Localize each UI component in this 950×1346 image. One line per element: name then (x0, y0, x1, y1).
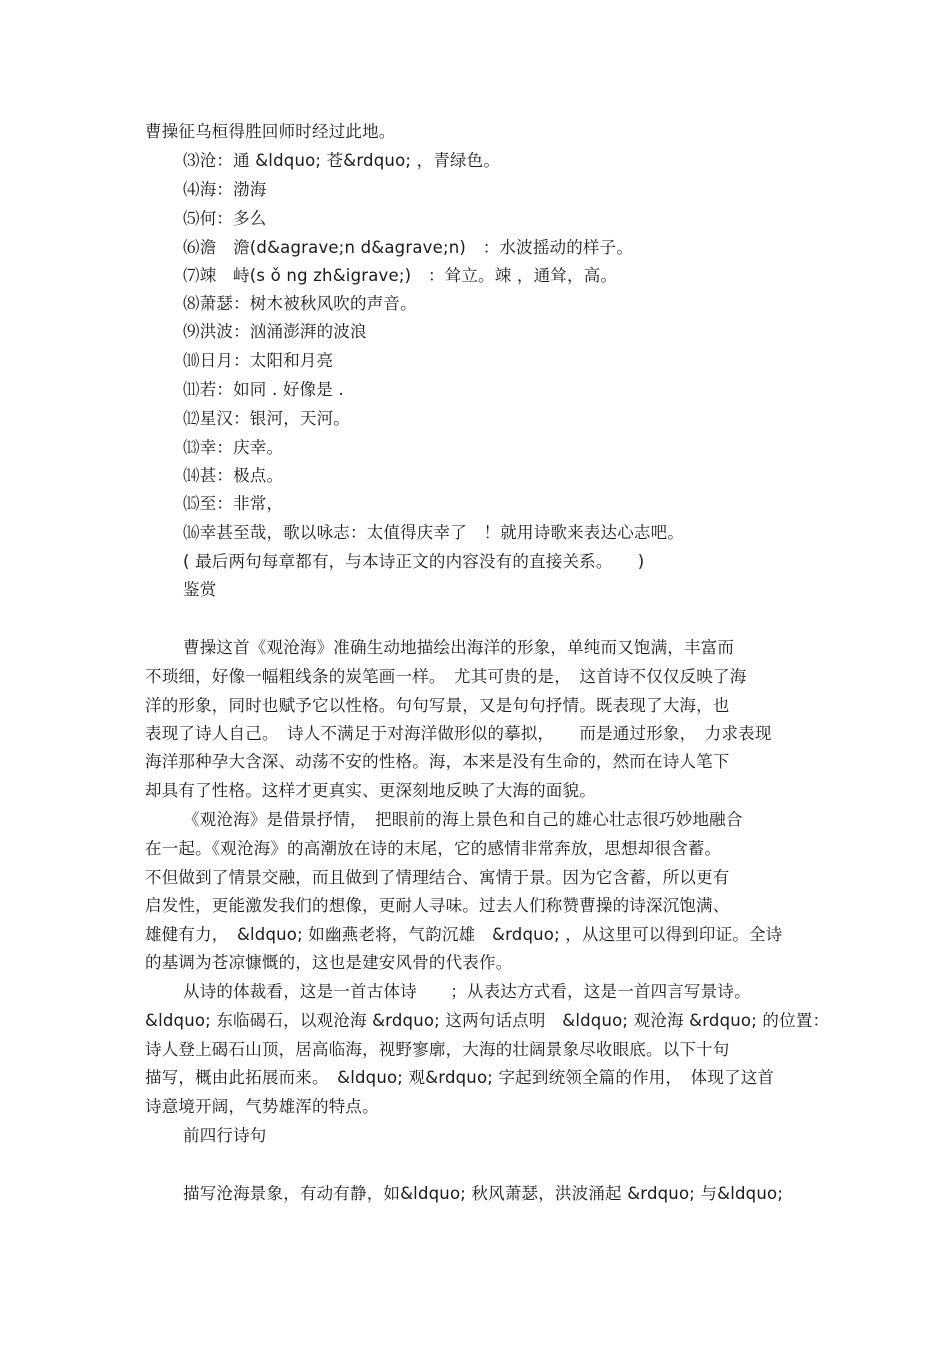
paragraph-line: 雄健有力， &ldquo; 如幽燕老将，气韵沉雄 &rdquo; ，从这里可以得到印证。全诗 (145, 925, 783, 944)
note-line: ⒂至：非常， (183, 494, 284, 513)
note-line: ⑺竦 峙(s ǒ ng zh&igrave;) ：耸立。竦 ，通耸，高。 (183, 266, 618, 285)
note-line: ⒃幸甚至哉，歌以咏志：太值得庆幸了 ！就用诗歌来表达心志吧。 (183, 523, 684, 542)
note-line: ⑻萧瑟：树木被秋风吹的声音。 (183, 294, 417, 313)
paragraph-line: 的基调为苍凉慷慨的，这也是建安风骨的代表作。 (145, 953, 513, 972)
paragraph-line: 启发性，更能激发我们的想像，更耐人寻味。过去人们称赞曹操的诗深沉饱满、 (145, 896, 730, 915)
note-line: ⑿星汉：银河，天河。 (183, 409, 350, 428)
paragraph-line: 表现了诗人自己。 诗人不满足于对海洋做形似的摹拟， 而是通过形象， 力求表现 (145, 724, 772, 743)
note-line: ⒀幸：庆幸。 (183, 438, 284, 457)
note-line: ⑷海：渤海 (183, 180, 267, 199)
paragraph-line: 不琐细，好像一幅粗线条的炭笔画一样。 尤其可贵的是， 这首诗不仅仅反映了海 (145, 667, 747, 686)
paragraph-line: 海洋那种孕大含深、动荡不安的性格。海，本来是没有生命的，然而在诗人笔下 (145, 752, 730, 771)
paragraph-line: 诗人登上碣石山顶，居高临海，视野寥廓，大海的壮阔景象尽收眼底。以下十句 (145, 1040, 730, 1059)
paragraph-line: 描写，概由此拓展而来。 &ldquo; 观&rdquo; 字起到统领全篇的作用， 体现了这首 (145, 1068, 775, 1087)
paragraph-line: &ldquo; 东临碣石，以观沧海 &rdquo; 这两句话点明 &ldquo; 观沧海 &rdquo; 的位置： (145, 1011, 830, 1030)
subheading: 前四行诗句 (183, 1126, 267, 1145)
paragraph-line: 从诗的体裁看，这是一首古体诗 ；从表达方式看，这是一首四言写景诗。 (183, 982, 751, 1001)
note-line: ⑽日月：太阳和月亮 (183, 351, 334, 370)
note-line: ⑸何：多么 (183, 209, 267, 228)
paragraph-line: 在一起。《观沧海》的高潮放在诗的末尾，它的感情非常奔放，思想却很含蓄。 (145, 839, 722, 858)
note-line: ⑼洪波：汹涌澎湃的波浪 (183, 322, 367, 341)
paragraph-line: 不但做到了情景交融，而且做到了情理结合、寓情于景。因为它含蓄，所以更有 (145, 868, 730, 887)
note-line: ( 最后两句每章都有，与本诗正文的内容没有的直接关系。 ) (183, 552, 645, 571)
paragraph-line: 《观沧海》是借景抒情， 把眼前的海上景色和自己的雄心壮志很巧妙地融合 (183, 810, 743, 829)
paragraph-line: 洋的形象，同时也赋予它以性格。句句写景，又是句句抒情。既表现了大海，也 (145, 696, 730, 715)
note-line: ⑹澹 澹(d&agrave;n d&agrave;n) ：水波摇动的样子。 (183, 238, 634, 257)
paragraph-line: 诗意境开阔，气势雄浑的特点。 (145, 1097, 379, 1116)
note-line: ⒁甚：极点。 (183, 466, 284, 485)
paragraph-line: 曹操这首《观沧海》准确生动地描绘出海洋的形象，单纯而又饱满，丰富而 (183, 638, 735, 657)
note-line: ⑶沧：通 &ldquo; 苍&rdquo; ，青绿色。 (183, 151, 501, 170)
paragraph-line: 却具有了性格。这样才更真实、更深刻地反映了大海的面貌。 (145, 781, 596, 800)
note-line: ⑾若：如同 . 好像是 . (183, 380, 344, 399)
paragraph-line: 描写沧海景象，有动有静，如&ldquo; 秋风萧瑟，洪波涌起 &rdquo; 与&ldquo; (183, 1184, 784, 1203)
section-heading: 鉴赏 (183, 580, 217, 599)
note-line: 曹操征乌桓得胜回师时经过此地。 (145, 122, 396, 141)
